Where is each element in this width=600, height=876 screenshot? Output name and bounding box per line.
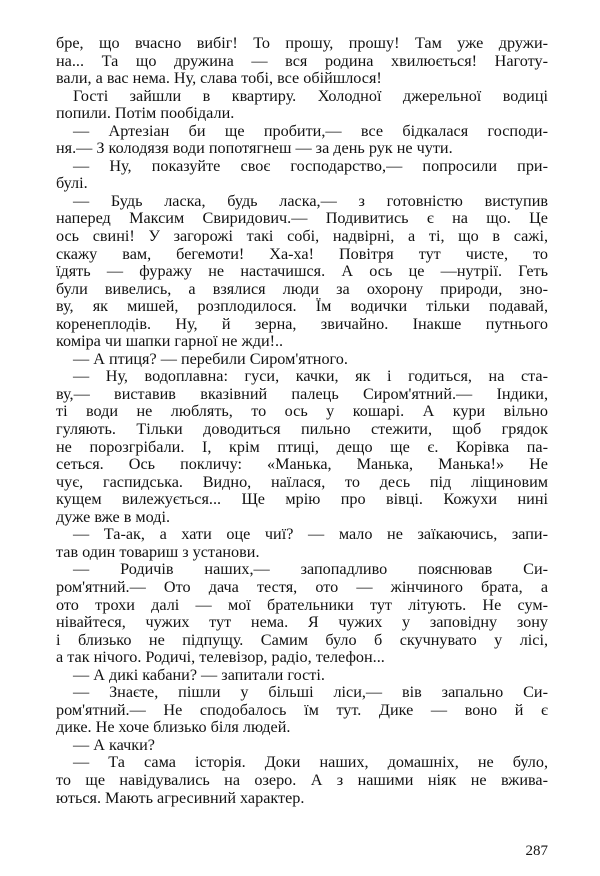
text-line: були вивелись, а взялися люди за охорону природи, зно- <box>56 279 548 298</box>
text-line: кущем вилежується... Ще мрію про вівці. Кожухи нині <box>56 490 548 509</box>
text-line: вали, а вас нема. Ну, слава тобі, все обійшлося! <box>56 69 382 88</box>
text-line: ву,— виставив вказівний палець Сиром'ятний.— Індики, <box>56 384 548 403</box>
text-line: то ще навідувались на озеро. А з нашими ніяк не вжива- <box>56 770 548 789</box>
text-line: — Знаєте, пішли у більші ліси,— вів запально Си- <box>73 683 548 702</box>
text-line: — Ну, показуйте своє господарство,— попросили при- <box>73 156 548 175</box>
text-line: коміра чи шапки гарної не жди!.. <box>56 332 284 351</box>
text-line: на... Та що дружина — вся родина хвилюється! Наготу- <box>56 51 548 70</box>
text-line: — А птиця? — перебили Сиром'ятного. <box>73 349 348 368</box>
text-line: коренеплодів. Ну, й зерна, звичайно. Інакше путнього <box>56 314 548 333</box>
text-line: бре, що вчасно вибіг! То прошу, прошу! Там уже дружи- <box>56 34 548 52</box>
book-page-text <box>56 35 548 807</box>
text-line: — Артезіан би ще пробити,— все бідкалася господи- <box>73 121 548 140</box>
text-line: — Родичів наших,— запопадливо пояснював Си- <box>73 560 548 579</box>
text-line: — А качки? <box>73 735 155 754</box>
page-number: 287 <box>525 843 548 859</box>
text-line: сеться. Ось покличу: «Манька, Манька, Манька!» Не <box>56 455 548 474</box>
text-line: булі. <box>56 174 88 193</box>
text-line: ву, як мишей, розплодилося. Їм водички тільки подавай, <box>56 297 548 316</box>
text-line: ром'ятний.— Не сподобалось їм тут. Дике — воно й є <box>56 700 548 719</box>
text-line: ються. Мають агресивний характер. <box>56 788 305 807</box>
text-line: Гості зайшли в квартиру. Холодної джерельної водиці <box>73 86 548 105</box>
text-line: — Ну, водоплавна: гуси, качки, як і годиться, на ста- <box>73 367 548 386</box>
text-line: ті води не люблять, то ось у кошарі. А кури вільно <box>56 402 548 421</box>
text-line: скажу вам, бегемоти! Ха-ха! Повітря тут чисте, то <box>56 244 548 263</box>
text-line: і близько не підпущу. Самим було б скучнувато у лісі, <box>56 630 548 649</box>
text-line: дике. Не хоче близько біля людей. <box>56 718 291 737</box>
text-line: а так нічого. Родичі, телевізор, радіо, телефон... <box>56 648 385 667</box>
text-line: попили. Потім пообідали. <box>56 104 235 123</box>
text-line: гуляють. Тільки доводиться пильно стежити, щоб грядок <box>56 420 548 439</box>
text-line: ось свині! У загорожі такі собі, надвірні, а ті, що в сажі, <box>56 227 548 246</box>
text-line: ня.— З колодязя води попотягнеш — за день рук не чути. <box>56 139 453 158</box>
text-line: нівайтеся, чужих тут нема. Я чужих у заповідну зону <box>56 613 548 632</box>
text-line: тав один товариш з установи. <box>56 542 260 561</box>
text-line: — Та-ак, а хати оце чиї? — мало не заїкаючись, запи- <box>73 525 548 544</box>
text-line: не порозгрібали. І, крім птиці, дещо ще є. Корівка па- <box>56 437 548 456</box>
text-line: ото трохи далі — мої брательники тут літують. Не сум- <box>56 595 548 614</box>
text-line: наперед Максим Свиридович.— Подивитись є на що. Це <box>56 209 548 228</box>
text-line: — А дикі кабани? — запитали гості. <box>73 665 325 684</box>
text-line: ром'ятний.— Ото дача тестя, ото — жінчиного брата, а <box>56 577 548 596</box>
text-line: — Будь ласка, будь ласка,— з готовністю виступив <box>73 191 548 210</box>
text-line: — Та сама історія. Доки наших, домашніх, не було, <box>73 753 548 772</box>
text-line: їдять — фуражу не настачишся. А ось це —нутрії. Геть <box>56 262 548 281</box>
text-line: чує, гаспидська. Видно, наїлася, то десь під ліщиновим <box>56 472 548 491</box>
text-line: дуже вже в моді. <box>56 507 171 526</box>
